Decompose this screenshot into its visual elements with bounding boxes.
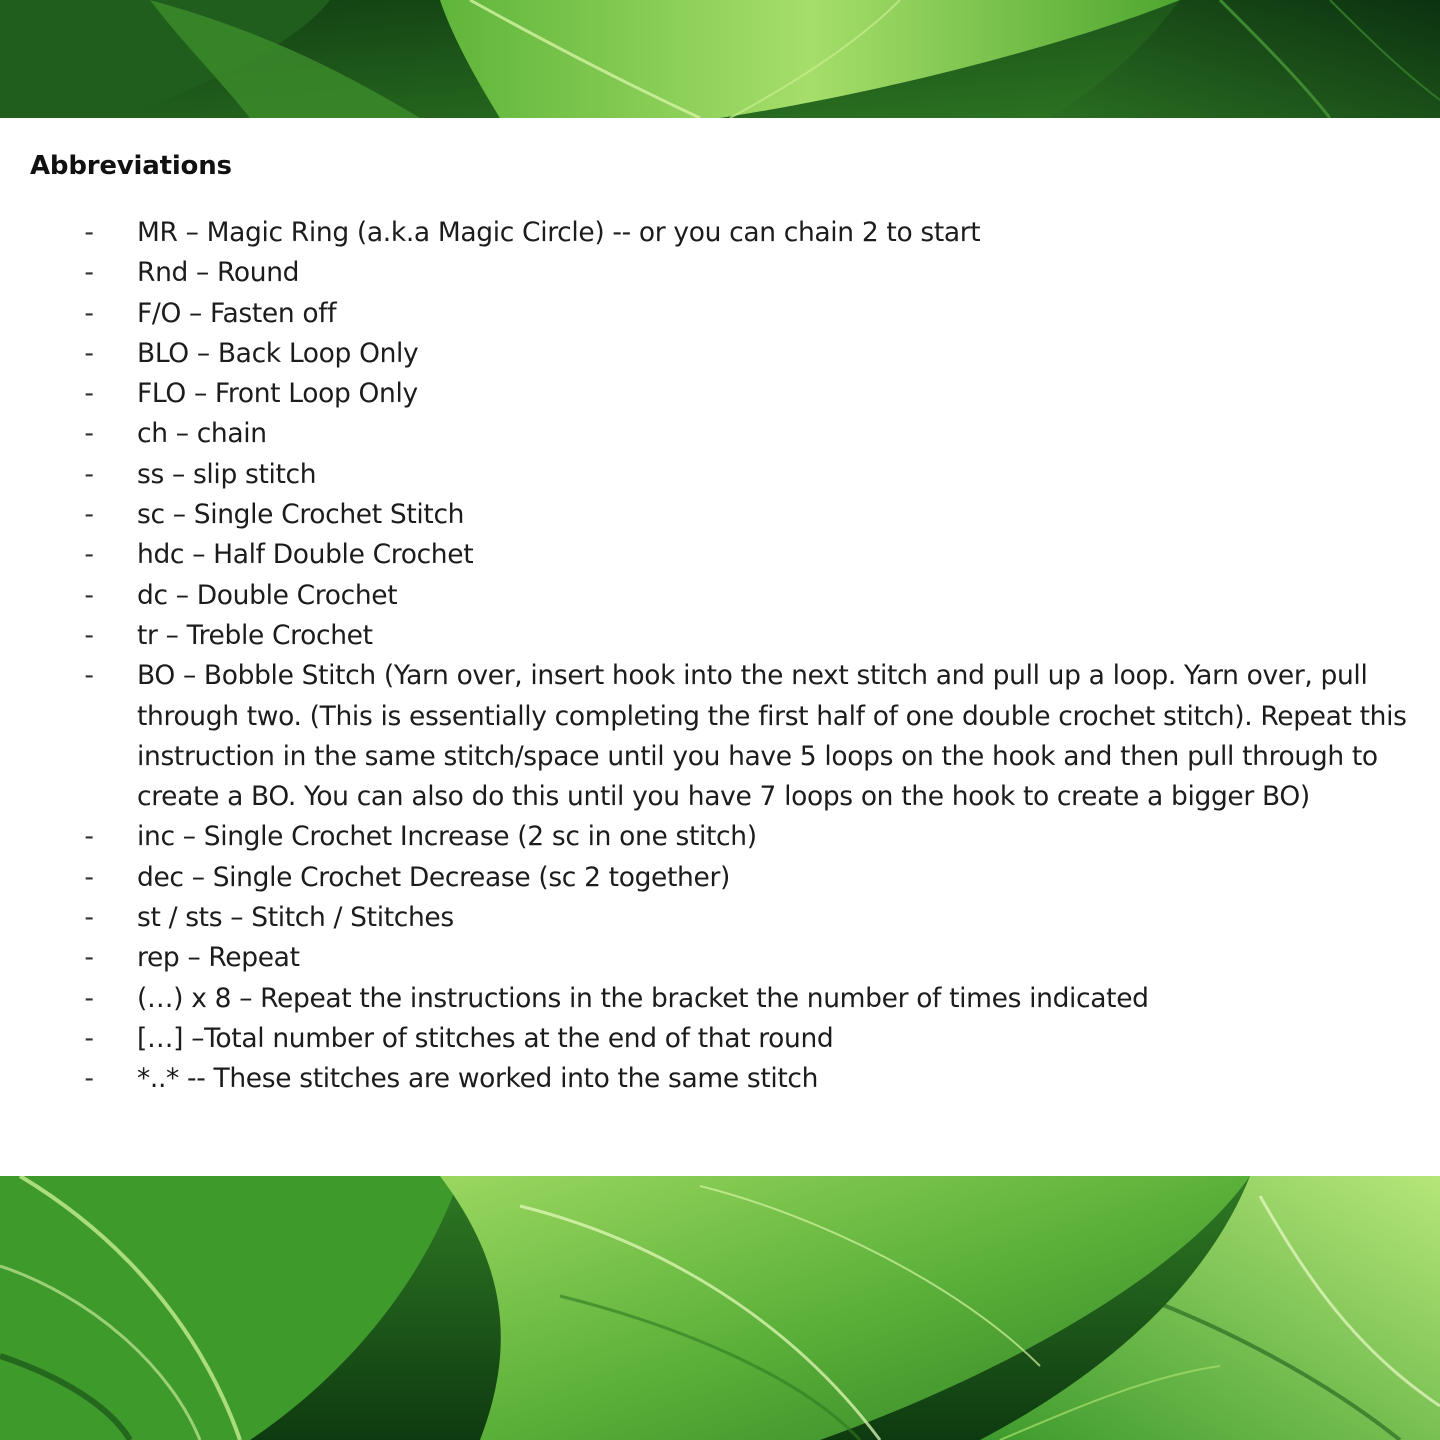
bullet-dash-icon: -: [84, 1022, 94, 1054]
bullet-dash-icon: -: [84, 418, 94, 450]
abbreviation-text: ss – slip stitch: [137, 458, 317, 490]
abbreviation-text: *..* -- These stitches are worked into the same stitch: [137, 1063, 819, 1095]
leaf-background-bottom: [0, 1176, 1440, 1440]
bullet-dash-icon: -: [84, 821, 94, 853]
abbreviation-text: ch – chain: [137, 418, 267, 450]
leaf-background-top: [0, 0, 1440, 118]
list-item: [0, 294, 1440, 334]
list-item: [0, 858, 1440, 898]
list-item: [0, 616, 1440, 656]
abbreviation-text: BLO – Back Loop Only: [137, 337, 419, 369]
bullet-dash-icon: -: [84, 539, 94, 571]
bullet-dash-icon: -: [84, 982, 94, 1014]
abbreviation-list: [0, 213, 1440, 1100]
list-item: [0, 656, 1440, 817]
bullet-dash-icon: -: [84, 217, 94, 248]
page-title: Abbreviations: [30, 151, 232, 181]
bullet-dash-icon: -: [84, 257, 94, 289]
bullet-dash-icon: -: [84, 902, 94, 934]
list-item: [0, 495, 1440, 535]
abbreviation-text: dec – Single Crochet Decrease (sc 2 together): [137, 861, 730, 893]
bullet-dash-icon: -: [84, 337, 94, 369]
list-item: [0, 1019, 1440, 1059]
list-item: [0, 576, 1440, 616]
list-item: [0, 414, 1440, 454]
leaf-background-icon: [0, 1176, 1440, 1440]
bullet-dash-icon: -: [84, 378, 94, 410]
abbreviation-text: sc – Single Crochet Stitch: [137, 499, 465, 531]
bullet-dash-icon: -: [84, 297, 94, 329]
list-item: [0, 535, 1440, 575]
list-item: [0, 938, 1440, 978]
list-item: [0, 334, 1440, 374]
bullet-dash-icon: -: [84, 619, 94, 651]
abbreviation-text: BO – Bobble Stitch (Yarn over, insert hook into the next stitch and pull up a loop. Yarn over, pull through two. (This is essentially completing the first half of one double crochet stitch). Repeat this instruction in the same stitch/space until you have 5 loops on the hook and then pull through to create a BO. You can also do this until you have 7 loops on the hook to create a bigger BO): [137, 660, 1407, 813]
abbreviation-text: hdc – Half Double Crochet: [137, 539, 474, 571]
bullet-dash-icon: -: [84, 499, 94, 531]
list-item: [0, 817, 1440, 857]
abbreviations-document: [0, 118, 1440, 1176]
list-item: [0, 979, 1440, 1019]
abbreviation-text: Rnd – Round: [137, 257, 300, 289]
bullet-dash-icon: -: [84, 1063, 94, 1095]
abbreviation-text: rep – Repeat: [137, 942, 300, 974]
abbreviation-text: (…) x 8 – Repeat the instructions in the bracket the number of times indicated: [137, 982, 1149, 1014]
abbreviation-text: inc – Single Crochet Increase (2 sc in one stitch): [137, 821, 757, 853]
list-item: [0, 898, 1440, 938]
abbreviation-text: st / sts – Stitch / Stitches: [137, 902, 454, 934]
abbreviation-text: tr – Treble Crochet: [137, 619, 373, 651]
abbreviation-text: […] –Total number of stitches at the end of that round: [137, 1022, 834, 1054]
abbreviation-text: dc – Double Crochet: [137, 579, 398, 611]
list-item: [0, 213, 1440, 253]
list-item: [0, 1059, 1440, 1099]
list-item: [0, 455, 1440, 495]
list-item: [0, 253, 1440, 293]
abbreviation-text: FLO – Front Loop Only: [137, 378, 418, 410]
abbreviation-text: F/O – Fasten off: [137, 297, 337, 329]
bullet-dash-icon: -: [84, 660, 94, 692]
bullet-dash-icon: -: [84, 458, 94, 490]
list-item: [0, 374, 1440, 414]
abbreviation-text: MR – Magic Ring (a.k.a Magic Circle) -- or you can chain 2 to start: [137, 217, 981, 248]
bullet-dash-icon: -: [84, 861, 94, 893]
bullet-dash-icon: -: [84, 942, 94, 974]
bullet-dash-icon: -: [84, 579, 94, 611]
leaf-background-icon: [0, 0, 1440, 118]
